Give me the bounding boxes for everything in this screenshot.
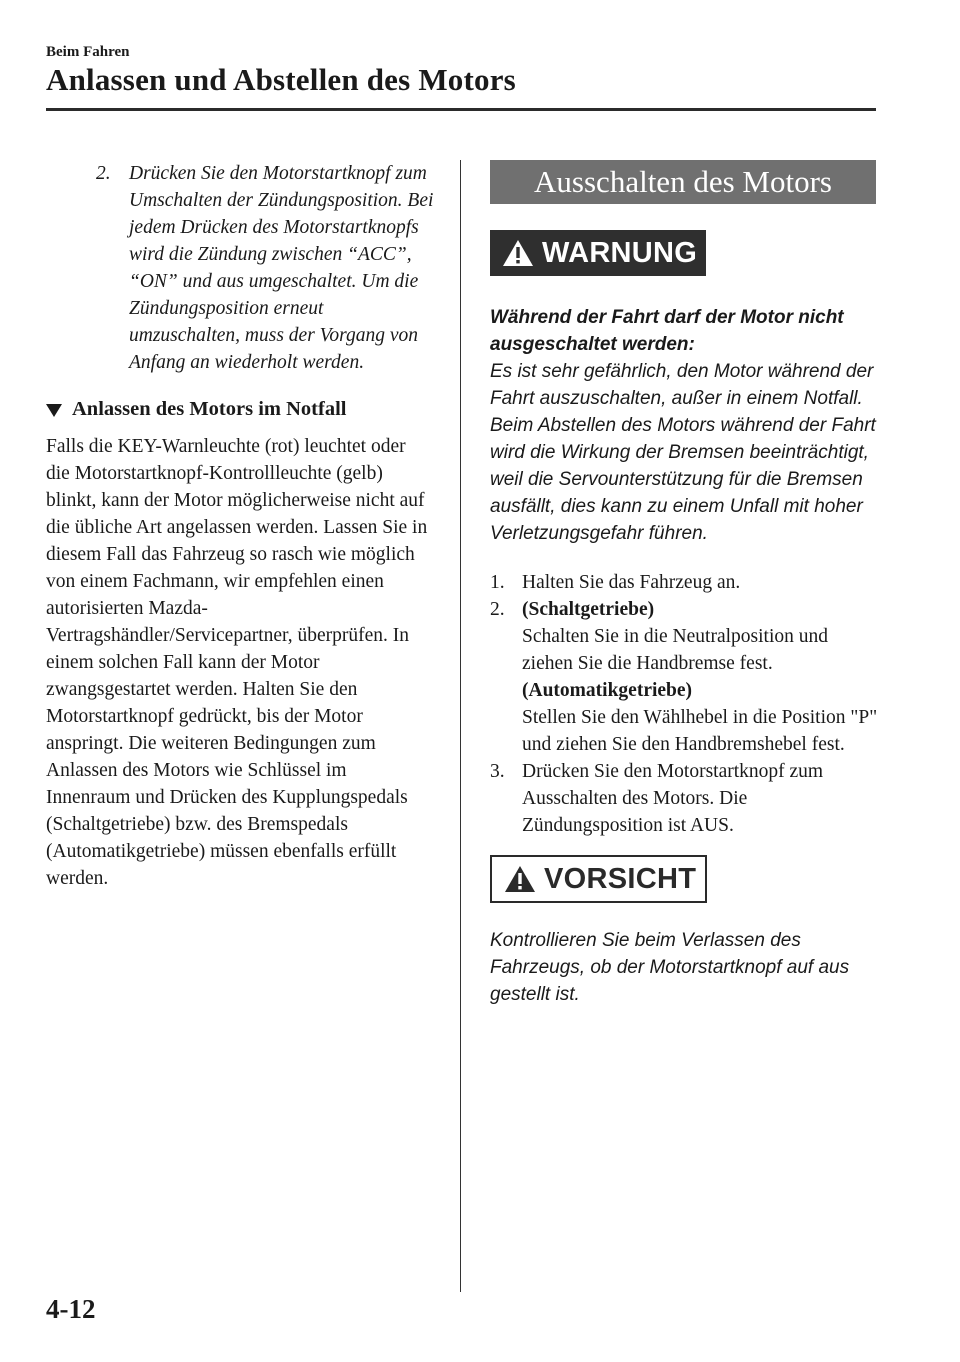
caution-body: Kontrollieren Sie beim Verlassen des Fahrzeugs, ob der Motorstartknopf auf aus gestellt ist. [490, 930, 850, 1005]
list-item [490, 758, 880, 839]
warning-box [490, 230, 706, 276]
manual-transmission-label: (Schaltgetriebe) [522, 599, 655, 620]
page-title: Anlassen und Abstellen des Motors [46, 62, 516, 97]
steps-list [490, 569, 880, 839]
page-number: 4-12 [46, 1294, 96, 1324]
list-text: Drücken Sie den Motorstartknopf zum Ausschalten des Motors. Die Zündungsposition ist AUS. [522, 761, 824, 836]
list-item [490, 596, 880, 758]
subsection-heading [46, 398, 434, 421]
warning-lead: Während der Fahrt darf der Motor nicht ausgeschaltet werden: [490, 307, 844, 355]
list-text: Halten Sie das Fahrzeug an. [522, 572, 741, 593]
automatic-transmission-text: Stellen Sie den Wählhebel in die Position "P" und ziehen Sie den Handbremshebel fest. [522, 707, 878, 755]
manual-transmission-text: Schalten Sie in die Neutralposition und ziehen Sie die Handbremse fest. [522, 626, 828, 674]
list-number: 1. [490, 572, 505, 593]
section-label: Beim Fahren [46, 44, 130, 60]
list-item [490, 569, 880, 596]
emergency-paragraph: Falls die KEY-Warnleuchte (rot) leuchtet oder die Motorstartknopf-Kontrollleuchte (gelb) blinkt, kann der Motor möglicherweise nicht auf die übliche Art angelassen werden. Lassen Sie in diesem Fall das Fahrzeug so rasch wie möglich von einem Fachmann, wir empfehlen einen autorisierten Mazda-Vertragshändler/Servicepartner, überprüfen. In einem solchen Fall kann der Motor zwangsgestartet werden. Halten Sie den Motorstartknopf gedrückt, bis der Motor anspringt. Die weiteren Bedingungen zum Anlassen des Motors wie Schlüssel im Innenraum und Drücken des Kupplungspedals (Schaltgetriebe) bzw. des Bremspedals (Automatikgetriebe) müssen ebenfalls erfüllt werden. [46, 436, 428, 889]
column-divider [460, 160, 461, 1292]
title-rule [46, 108, 876, 111]
left-column [46, 160, 434, 892]
subsection-title: Anlassen des Motors im Notfall [72, 398, 347, 420]
caution-label: VORSICHT [544, 862, 697, 895]
step-text: Drücken Sie den Motorstartknopf zum Umschalten der Zündungsposition. Bei jedem Drücken des Motorstartknopfs wird die Zündung zwischen “ACC”, “ON” und aus umgeschaltet. Um die Zündungsposition erneut umzuschalten, muss der Vorgang von Anfang an wiederholt werden. [129, 163, 434, 373]
warning-text [490, 304, 880, 547]
step-item-2 [96, 160, 434, 376]
caution-triangle-icon [504, 865, 536, 893]
list-number: 2. [490, 599, 505, 620]
right-column [490, 160, 880, 1008]
warning-label: WARNUNG [542, 236, 698, 269]
step-number: 2. [96, 163, 111, 184]
list-number: 3. [490, 761, 505, 782]
section-banner: Ausschalten des Motors [490, 160, 876, 204]
automatic-transmission-label: (Automatikgetriebe) [522, 680, 693, 701]
warning-triangle-icon [502, 239, 534, 267]
list-text [522, 596, 880, 758]
warning-body: Es ist sehr gefährlich, den Motor während der Fahrt auszuschalten, außer in einem Notfall. Beim Abstellen des Motors während der Fahrt wird die Wirkung der Bremsen beeinträchtigt, weil die Servounterstützung für die Bremsen ausfällt, dies kann zu einem Unfall mit hoher Verletzungsgefahr führen. [490, 361, 876, 544]
caution-text [490, 927, 880, 1008]
caution-box [490, 855, 707, 903]
triangle-down-icon [46, 404, 62, 417]
